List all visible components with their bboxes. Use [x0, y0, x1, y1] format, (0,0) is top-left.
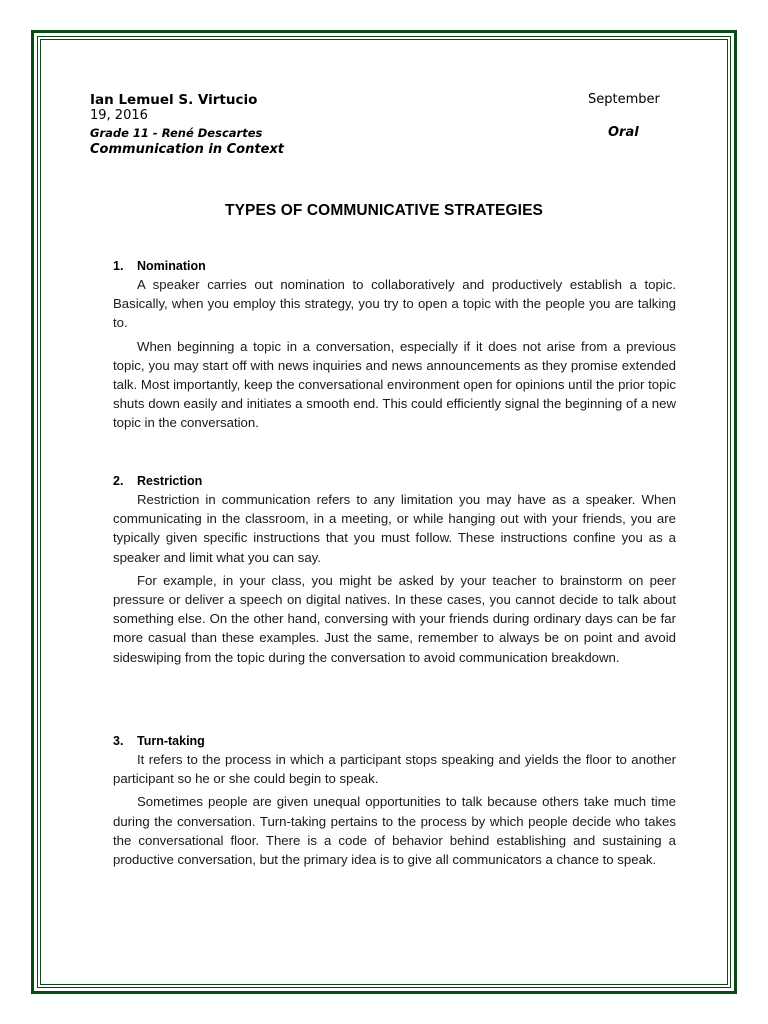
paragraph: It refers to the process in which a participant stops speaking and yields the floor to another participant so he or she could begin to speak.	[113, 752, 676, 787]
section-heading	[113, 733, 676, 750]
section-number: 3.	[113, 734, 124, 748]
subject-part-1: Oral	[608, 125, 639, 140]
date-line-2: 19, 2016	[90, 108, 148, 123]
section-number: 1.	[113, 259, 124, 273]
section-heading	[113, 473, 676, 490]
date-line-1: September	[588, 92, 660, 107]
paragraph: A speaker carries out nomination to collaboratively and productively establish a topic. Basically, when you employ this strategy, you try to open a topic with the people you are talking to.	[113, 277, 676, 331]
document-title: TYPES OF COMMUNICATIVE STRATEGIES	[225, 202, 543, 219]
author-name: Ian Lemuel S. Virtucio	[90, 92, 258, 108]
section-title: Turn-taking	[137, 734, 205, 748]
paragraph: Restriction in communication refers to any limitation you may have as a speaker. When communicating in the classroom, in a meeting, or while hanging out with your friends, you are typically given specific instructions that you must follow. These instructions confine you as a speaker and limit what you can say.	[113, 492, 676, 565]
section-nomination	[113, 258, 676, 437]
section-number: 2.	[113, 474, 124, 488]
section-heading	[113, 258, 676, 275]
paragraph: Sometimes people are given unequal opportunities to talk because others take much time during the conversation. Turn-taking pertains to the process by which people decide who takes the conversational floor. There is a code of behavior behind establishing and sustaining a productive conversation, but the primary idea is to give all communicators a chance to speak.	[113, 794, 676, 868]
paragraph: For example, in your class, you might be asked by your teacher to brainstorm on peer pressure or deliver a speech on digital natives. In these cases, you cannot decide to talk about something else. On the other hand, conversing with your friends during ordinary days can be far more casual than these examples. Just the same, remember to always be on point and avoid sideswiping from the topic during the conversation to avoid communication breakdown.	[113, 572, 676, 665]
section-restriction	[113, 473, 676, 671]
section-turn-taking	[113, 733, 676, 873]
section-title: Restriction	[137, 474, 203, 488]
subject-part-2: Communication in Context	[90, 142, 284, 157]
paragraph: When beginning a topic in a conversation, especially if it does not arise from a previous topic, you may start off with news inquiries and news announcements as they promise extended talk. Most importantly, keep the conversational environment open for opinions until the prior topic shuts down easily and initiates a smooth end. This could efficiently signal the beginning of a new topic in the conversation.	[113, 338, 676, 431]
section-title: Nomination	[137, 259, 206, 273]
grade-section: Grade 11 - René Descartes	[90, 126, 263, 140]
